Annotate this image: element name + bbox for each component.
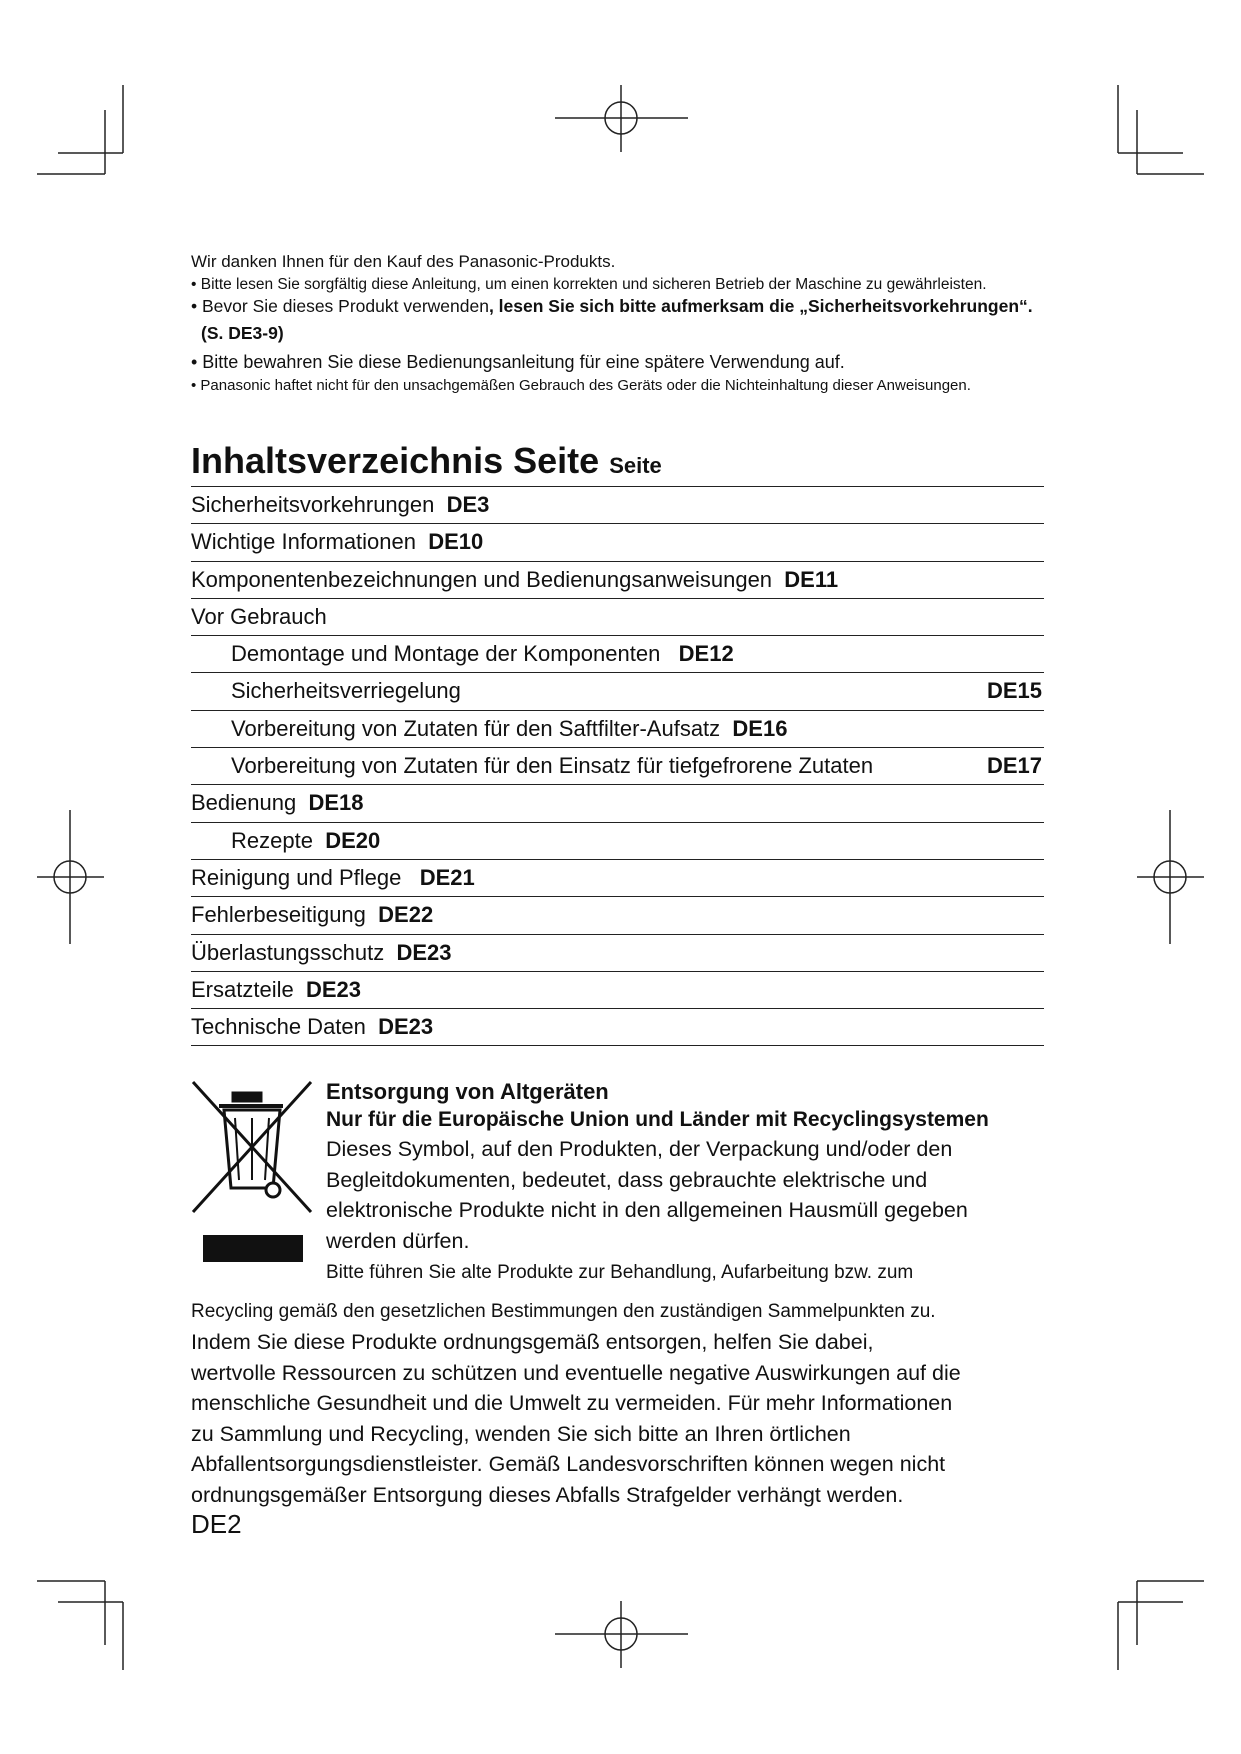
- toc-label: Reinigung und Pflege: [191, 864, 402, 890]
- bullet-keep-manual: • Bitte bewahren Sie diese Bedienungsanleitung für eine spätere Verwendung auf.: [191, 352, 845, 372]
- toc-label: Bedienung: [191, 790, 297, 816]
- disposal-text-line: wertvolle Ressourcen zu schützen und eventuelle negative Auswirkungen auf die: [191, 1360, 961, 1385]
- disposal-text-line: Indem Sie diese Produkte ordnungsgemäß entsorgen, helfen Sie dabei,: [191, 1330, 874, 1354]
- toc-page: DE23: [396, 939, 452, 965]
- toc-page: DE15: [986, 678, 1042, 704]
- toc-label: Technische Daten: [191, 1014, 366, 1040]
- toc-page: DE18: [308, 790, 364, 816]
- page-number: DE2: [191, 1509, 242, 1539]
- toc-page: DE17: [986, 753, 1042, 779]
- intro-section: [191, 252, 1061, 396]
- toc-row[interactable]: [191, 823, 1044, 860]
- toc-label: Sicherheitsvorkehrungen: [191, 492, 435, 517]
- toc-page: DE3: [446, 492, 490, 517]
- toc-label: Vor Gebrauch: [191, 603, 327, 629]
- disposal-text-line: Begleitdokumenten, bedeutet, dass gebrauchte elektrische und: [326, 1167, 928, 1192]
- disposal-body: [191, 1297, 1061, 1510]
- toc-page: DE10: [428, 529, 484, 555]
- disposal-text-line: elektronische Produkte nicht in den allgemeinen Hausmüll gegeben: [326, 1198, 968, 1222]
- toc-label: Ersatzteile: [191, 976, 294, 1002]
- toc-title-small: Seite: [609, 453, 662, 478]
- disposal-text-line: werden dürfen.: [326, 1228, 470, 1253]
- crossed-out-wheelie-bin-icon: [191, 1078, 315, 1278]
- toc-row[interactable]: [191, 897, 1044, 934]
- toc-row[interactable]: [191, 636, 1044, 673]
- disposal-header: [326, 1078, 1056, 1288]
- toc-page: DE11: [784, 566, 839, 592]
- toc-row[interactable]: [191, 748, 1044, 785]
- bullet-safety-bold: , lesen Sie sich bitte aufmerksam die „Sicherheitsvorkehrungen“.: [488, 296, 1033, 316]
- toc-row[interactable]: [191, 599, 1044, 636]
- toc-label: Demontage und Montage der Komponenten: [231, 641, 661, 667]
- toc-label: Wichtige Informationen: [191, 529, 416, 555]
- bullet-safety: [191, 295, 1061, 317]
- toc-row[interactable]: [191, 524, 1044, 561]
- toc-title-text: Inhaltsverzeichnis Seite: [191, 440, 600, 481]
- disposal-heading: Entsorgung von Altgeräten: [326, 1079, 609, 1104]
- disposal-text-small: Recycling gemäß den gesetzlichen Bestimmungen den zuständigen Sammelpunkten zu.: [191, 1301, 936, 1322]
- toc-row[interactable]: [191, 487, 1044, 524]
- toc-page: DE21: [419, 864, 475, 890]
- toc-label: Rezepte: [231, 827, 313, 853]
- toc-row[interactable]: [191, 785, 1044, 822]
- disposal-text-line: zu Sammlung und Recycling, wenden Sie sich bitte an Ihren örtlichen: [191, 1421, 851, 1446]
- toc-row[interactable]: [191, 860, 1044, 897]
- toc-label: Vorbereitung von Zutaten für den Saftfilter-Aufsatz: [231, 715, 721, 741]
- toc-row[interactable]: [191, 673, 1044, 710]
- toc-label: Fehlerbeseitigung: [191, 902, 366, 928]
- toc-title: [191, 438, 662, 489]
- toc-label: Vorbereitung von Zutaten für den Einsatz für tiefgefrorene Zutaten: [231, 753, 874, 779]
- toc-page: DE23: [378, 1014, 434, 1040]
- toc-row[interactable]: [191, 711, 1044, 748]
- toc-label: Überlastungsschutz: [191, 939, 385, 965]
- table-of-contents: [191, 486, 1044, 1046]
- toc-row[interactable]: [191, 935, 1044, 972]
- disposal-text-line: ordnungsgemäßer Entsorgung dieses Abfalls Strafgelder verhängt werden.: [191, 1482, 904, 1507]
- toc-page: DE12: [678, 641, 734, 667]
- toc-row[interactable]: [191, 1009, 1044, 1046]
- bullet-read-manual: • Bitte lesen Sie sorgfältig diese Anleitung, um einen korrekten und sicheren Betrieb der Maschine zu gewährleisten.: [191, 276, 987, 293]
- disposal-text-line: menschliche Gesundheit und die Umwelt zu vermeiden. Für mehr Informationen: [191, 1391, 953, 1415]
- toc-page: DE23: [305, 976, 361, 1002]
- toc-label: Sicherheitsverriegelung: [231, 678, 461, 704]
- toc-page: DE16: [732, 715, 788, 741]
- toc-page: DE20: [325, 827, 381, 853]
- disposal-text-line: Dieses Symbol, auf den Produkten, der Verpackung und/oder den: [326, 1137, 953, 1161]
- thanks-text: Wir danken Ihnen für den Kauf des Panasonic-Produkts.: [191, 252, 616, 271]
- toc-row[interactable]: [191, 562, 1044, 599]
- disposal-subheading: Nur für die Europäische Union und Länder mit Recyclingsystemen: [326, 1108, 989, 1131]
- disposal-text-line: Abfallentsorgungsdienstleister. Gemäß Landesvorschriften können wegen nicht: [191, 1452, 946, 1476]
- toc-label: Komponentenbezeichnungen und Bedienungsanweisungen: [191, 566, 773, 592]
- bullet-safety-normal: • Bevor Sie dieses Produkt verwenden: [191, 296, 489, 316]
- toc-page: DE22: [378, 902, 434, 928]
- disposal-text-small: Bitte führen Sie alte Produkte zur Behandlung, Aufarbeitung bzw. zum: [326, 1262, 914, 1283]
- bullet-safety-reference: (S. DE3-9): [201, 323, 284, 343]
- bullet-liability: • Panasonic haftet nicht für den unsachgemäßen Gebrauch des Geräts oder die Nichteinhaltung dieser Anweisungen.: [191, 377, 971, 394]
- toc-row[interactable]: [191, 972, 1044, 1009]
